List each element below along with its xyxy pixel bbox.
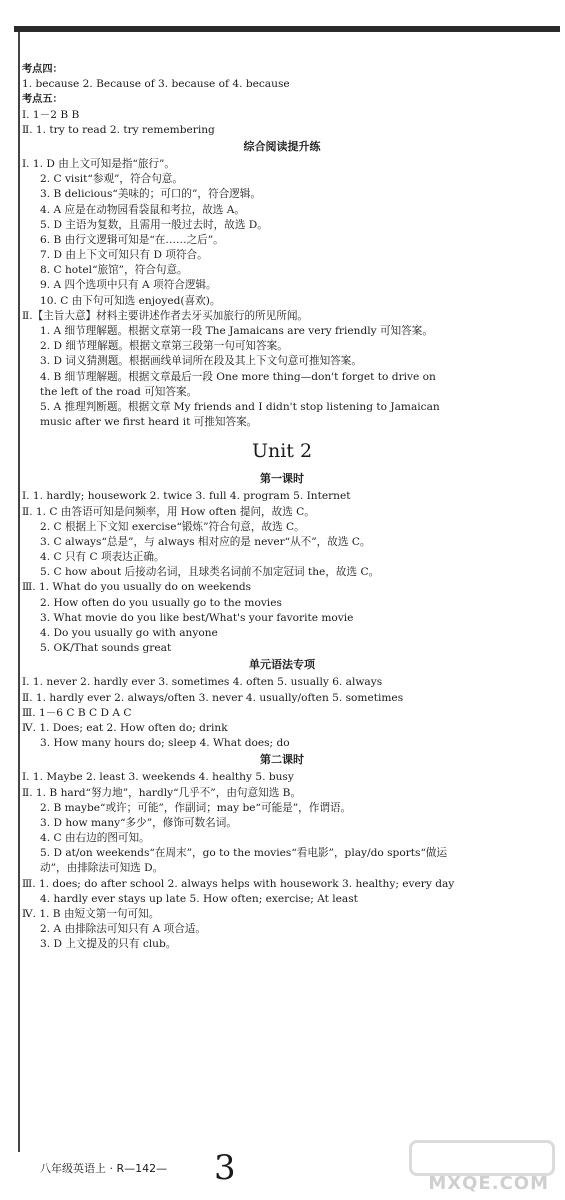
text-line: 2. C 根据上下文知 exercise“锻炼”符合句意，故选 C。	[40, 520, 305, 533]
handwritten-page-mark: 3	[214, 1148, 236, 1188]
text-line: 2. B maybe“或许；可能”，作副词；may be“可能是”，作谓语。	[40, 801, 352, 814]
text-line: Ⅲ. 1. What do you usually do on weekends	[22, 581, 252, 594]
text-line: 4. hardly ever stays up late 5. How often; exercise; At least	[40, 892, 358, 905]
text-line: 单元语法专项	[249, 658, 315, 672]
text-line: Ⅱ. 1. B hard“努力地”，hardly“几乎不”，由句意知选 B。	[22, 786, 302, 799]
text-line: 第一课时	[260, 472, 304, 486]
text-line: 3. D 词义猜测题。根据画线单词所在段及其上下文句意可推知答案。	[40, 355, 362, 368]
text-line: music after we first heard it 可推知答案。	[40, 416, 258, 429]
text-line: 2. How often do you usually go to the movies	[40, 596, 282, 609]
text-line: 9. A 四个选项中只有 A 项符合逻辑。	[40, 279, 217, 292]
text-line: 4. Do you usually go with anyone	[40, 627, 218, 639]
text-line: Ⅳ. 1. Does; eat 2. How often do; drink	[22, 721, 228, 734]
text-line: 动”，由排除法可知选 D。	[40, 862, 164, 875]
text-line: 3. D 上文提及的只有 club。	[40, 938, 177, 951]
page-footer: 八年级英语上 · R—142—	[40, 1162, 168, 1175]
text-line: Ⅱ. 1. try to read 2. try remembering	[22, 123, 215, 136]
top-rule	[14, 26, 560, 32]
left-rule	[18, 32, 20, 1152]
text-line: 1. because 2. Because of 3. because of 4. because	[22, 78, 290, 91]
text-line: 3. How many hours do; sleep 4. What does; do	[40, 737, 290, 750]
text-line: Ⅰ. 1. Maybe 2. least 3. weekends 4. healthy 5. busy	[22, 771, 294, 784]
text-line: Ⅳ. 1. B 由短文第一句可知。	[22, 908, 160, 920]
text-line: 5. C how about 后接动名词，且球类名词前不加定冠词 the，故选 C。	[40, 566, 380, 579]
text-line: 3. B delicious“美味的；可口的”，符合逻辑。	[40, 188, 261, 201]
watermark-logo	[409, 1140, 559, 1200]
watermark-text: MXQE.COM	[428, 1173, 549, 1194]
text-line: 5. D at/on weekends“在周末”，go to the movies“看电影”，play/do sports“做运	[40, 847, 448, 860]
answer-content	[22, 62, 542, 953]
text-line: 10. C 由下句可知选 enjoyed(喜欢)。	[40, 294, 221, 307]
text-line: 7. D 由上下文可知只有 D 项符合。	[40, 249, 208, 262]
text-line: Ⅱ.【主旨大意】材料主要讲述作者去牙买加旅行的所见所闻。	[22, 309, 309, 322]
text-line: Ⅱ. 1. C 由答语可知是问频率，用 How often 提问，故选 C。	[22, 505, 315, 518]
text-line: 5. OK/That sounds great	[40, 642, 172, 655]
text-line: Unit 2	[251, 440, 313, 463]
text-line: Ⅱ. 1. hardly ever 2. always/often 3. never 4. usually/often 5. sometimes	[22, 691, 404, 704]
text-line: Ⅰ. 1. D 由上文可知是指“旅行”。	[22, 157, 176, 170]
watermark-glyph-icon	[409, 1140, 555, 1176]
text-line: 综合阅读提升练	[243, 139, 321, 153]
text-line: 3. D how many“多少”，修饰可数名词。	[40, 816, 237, 829]
text-line: 5. D 主语为复数，且需用一般过去时，故选 D。	[40, 218, 268, 231]
text-line: Ⅲ. 1. does; do after school 2. always helps with housework 3. healthy; every day	[22, 877, 455, 890]
text-line: Ⅰ. 1. never 2. hardly ever 3. sometimes 4. often 5. usually 6. always	[22, 676, 383, 689]
text-line: 4. A 应是在动物园看袋鼠和考拉，故选 A。	[40, 203, 246, 216]
text-line: 2. C visit“参观”，符合句意。	[40, 173, 183, 186]
text-line: Ⅰ. 1. hardly; housework 2. twice 3. full 4. program 5. Internet	[22, 490, 351, 503]
text-line: 6. B 由行文逻辑可知是“在……之后”。	[40, 233, 224, 246]
text-line: Ⅲ. 1－6 C B C D A C	[22, 706, 132, 719]
text-line: 考点四：	[22, 64, 63, 75]
text-line: 第二课时	[260, 753, 304, 767]
text-line: 4. C 由右边的图可知。	[40, 832, 150, 845]
text-line: the left of the road 可知答案。	[40, 385, 198, 398]
text-line: 4. C 只有 C 项表达正确。	[40, 551, 165, 564]
text-line: 3. C always“总是”，与 always 相对应的是 never“从不”，故选 C。	[40, 535, 371, 548]
text-line: 4. B 细节理解题。根据文章最后一段 One more thing—don't forget to drive on	[40, 370, 436, 383]
text-line: 2. A 由排除法可知只有 A 项合适。	[40, 923, 207, 936]
text-line: 1. A 细节理解题。根据文章第一段 The Jamaicans are very friendly 可知答案。	[40, 325, 433, 337]
text-line: 3. What movie do you like best/What's your favorite movie	[40, 611, 354, 624]
text-line: 考点五：	[22, 94, 63, 106]
text-line: Ⅰ. 1－2 B B	[22, 108, 80, 121]
text-line: 8. C hotel“旅馆”，符合句意。	[40, 264, 188, 277]
text-line: 5. A 推理判断题。根据文章 My friends and I didn't stop listening to Jamaican	[40, 400, 440, 413]
text-line: 2. D 细节理解题。根据文章第三段第一句可知答案。	[40, 340, 288, 353]
